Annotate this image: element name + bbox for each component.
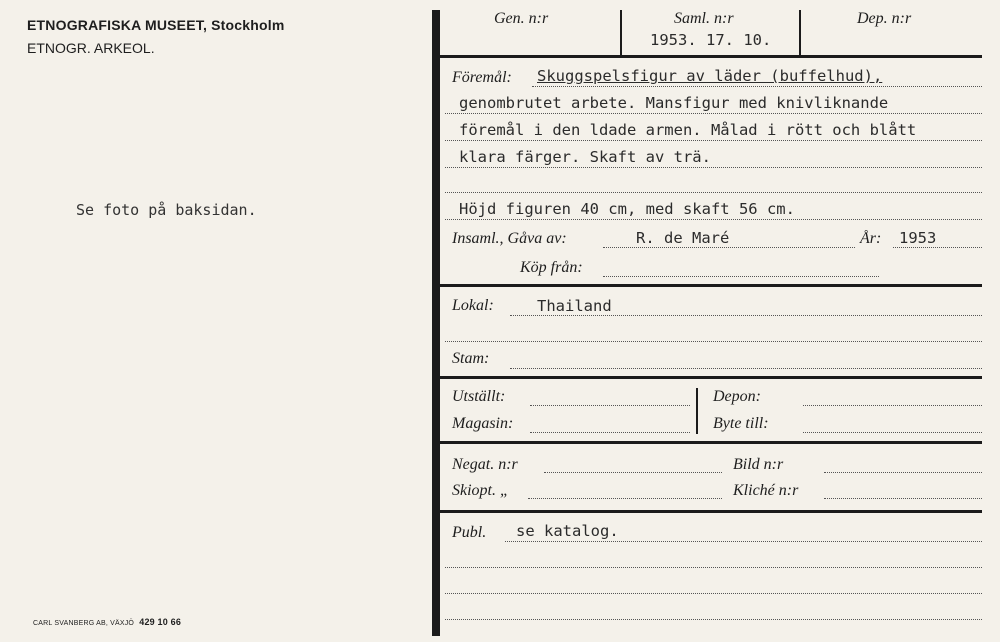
foremal-line-4: klara färger. Skaft av trä.	[459, 148, 711, 166]
insaml-value: R. de Maré	[636, 229, 730, 247]
divider-storage	[440, 441, 982, 444]
foremal-dots-5	[445, 192, 982, 193]
foremal-line-2: genombrutet arbete. Mansfigur med knivliknande	[459, 94, 889, 112]
publ-label: Publ.	[452, 524, 487, 541]
publ-value: se katalog.	[516, 522, 619, 540]
dep-label: Dep. n:r	[857, 10, 912, 27]
card-spine	[432, 10, 440, 636]
ar-label: År:	[860, 230, 882, 247]
foremal-dots-3	[445, 140, 982, 141]
gen-label: Gen. n:r	[494, 10, 549, 27]
foremal-dots-2	[445, 113, 982, 114]
foremal-dots-6	[445, 219, 982, 220]
printer-imprint	[33, 617, 181, 627]
stam-label: Stam:	[452, 350, 490, 367]
magasin-dots	[530, 432, 690, 433]
divider-header	[440, 55, 982, 58]
publ-dots-4	[445, 619, 982, 620]
byte-label: Byte till:	[713, 415, 769, 432]
publ-dots-3	[445, 593, 982, 594]
ar-value: 1953	[899, 229, 937, 247]
divider-saml-dep	[799, 10, 801, 55]
magasin-label: Magasin:	[452, 415, 514, 432]
byte-dots	[803, 432, 982, 433]
utstallt-label: Utställt:	[452, 388, 506, 405]
insaml-dots	[603, 247, 855, 248]
lokal-value: Thailand	[537, 297, 612, 315]
publ-dots-2	[445, 567, 982, 568]
printer-name: CARL SVANBERG AB, VÄXJÖ	[33, 620, 135, 627]
lokal-dots-2	[445, 341, 982, 342]
foremal-line-3: föremål i den ldade armen. Målad i rött och blått	[459, 121, 917, 139]
stam-dots	[510, 368, 982, 369]
hojd-value: Höjd figuren 40 cm, med skaft 56 cm.	[459, 200, 795, 218]
cliche-dots	[824, 498, 982, 499]
printer-code: 429 10 66	[139, 617, 182, 627]
depon-label: Depon:	[713, 388, 761, 405]
bild-label: Bild n:r	[733, 456, 784, 473]
department: ETNOGR. ARKEOL.	[27, 40, 155, 56]
publ-dots-1	[505, 541, 982, 542]
kop-dots	[603, 276, 879, 277]
depon-dots	[803, 405, 982, 406]
divider-photo	[440, 510, 982, 513]
foremal-line-1: Skuggspelsfigur av läder (buffelhud),	[537, 67, 883, 85]
bild-dots	[824, 472, 982, 473]
foremal-label: Föremål:	[452, 69, 512, 86]
lokal-label: Lokal:	[452, 297, 494, 314]
lokal-dots	[510, 315, 982, 316]
negat-label: Negat. n:r	[452, 456, 518, 473]
divider-gen-saml	[620, 10, 622, 55]
negat-dots	[544, 472, 722, 473]
foremal-dots-4	[445, 167, 982, 168]
museum-name: ETNOGRAFISKA MUSEET, Stockholm	[27, 17, 285, 33]
photo-note: Se foto på baksidan.	[76, 201, 257, 219]
utstallt-dots	[530, 405, 690, 406]
saml-label: Saml. n:r	[674, 10, 734, 27]
insaml-label: Insaml., Gåva av:	[452, 230, 567, 247]
saml-value: 1953. 17. 10.	[650, 31, 772, 49]
foremal-dots-1	[532, 86, 982, 87]
skiopt-label: Skiopt. „	[452, 482, 509, 499]
skiopt-dots	[528, 498, 722, 499]
kop-label: Köp från:	[520, 259, 583, 276]
divider-object	[440, 284, 982, 287]
divider-locality	[440, 376, 982, 379]
divider-storage-columns	[696, 388, 698, 434]
cliche-label: Kliché n:r	[733, 482, 799, 499]
ar-dots	[893, 247, 982, 248]
